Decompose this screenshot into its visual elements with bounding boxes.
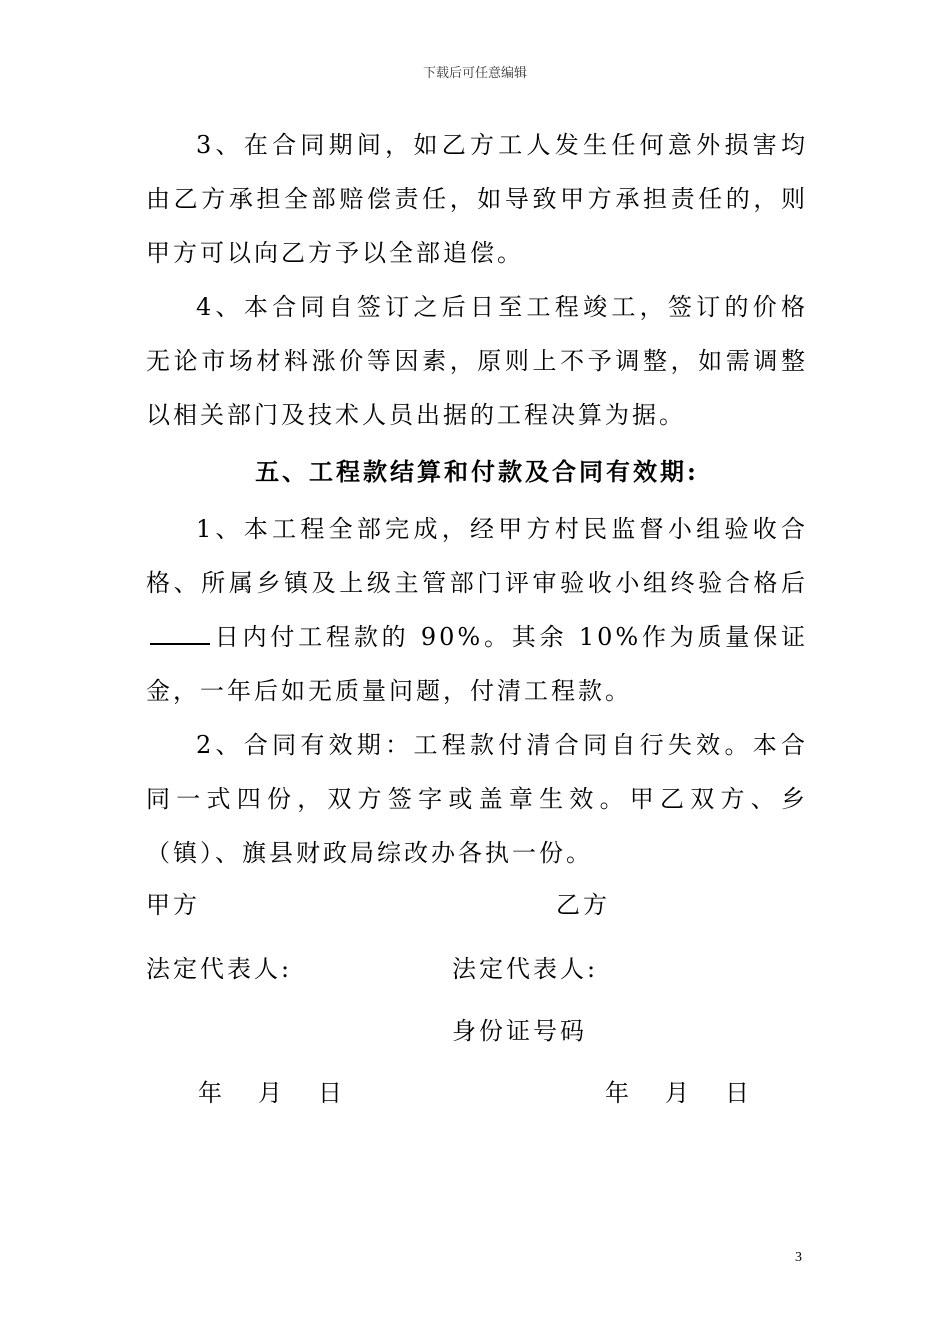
party-a-representative-label: 法定代表人: xyxy=(146,955,293,983)
validity-clause-2-paragraph: 2、合同有效期：工程款付清合同自行失效。本合同一式四份，双方签字或盖章生效。甲乙双方、乡（镇）、旗县财政局综改办各执一份。 xyxy=(146,731,808,867)
section-five-heading: 五、工程款结算和付款及合同有效期: xyxy=(255,457,699,486)
clause-3-paragraph: 3、在合同期间，如乙方工人发生任何意外损害均由乙方承担全部赔偿责任，如导致甲方承担责任的，则甲方可以向乙方予以全部追偿。 xyxy=(146,131,808,267)
party-b-id-number-label: 身份证号码 xyxy=(452,1017,587,1045)
payment-clause-1-text-continued: 日内付工程款的 90%。其余 10%作为质量保证金，一年后如无质量问题，付清工程款。 xyxy=(146,623,808,705)
days-blank-line xyxy=(150,621,210,645)
party-b-date: 年 月 日 xyxy=(605,1079,755,1107)
party-a-date: 年 月 日 xyxy=(198,1079,348,1107)
party-b-representative-label: 法定代表人: xyxy=(452,955,599,983)
page-header: 下载后可任意编辑 xyxy=(422,66,527,81)
page-number: 3 xyxy=(795,1250,802,1265)
party-a-label: 甲方 xyxy=(146,891,200,919)
payment-clause-1-paragraph xyxy=(146,502,808,718)
clause-4-paragraph: 4、本合同自签订之后日至工程竣工，签订的价格无论市场材料涨价等因素，原则上不予调整，如需调整以相关部门及技术人员出据的工程决算为据。 xyxy=(146,293,808,429)
party-b-label: 乙方 xyxy=(556,891,610,919)
payment-clause-1-text: 1、本工程全部完成，经甲方村民监督小组验收合格、所属乡镇及上级主管部门评审验收小组终验合格后 xyxy=(146,515,808,597)
